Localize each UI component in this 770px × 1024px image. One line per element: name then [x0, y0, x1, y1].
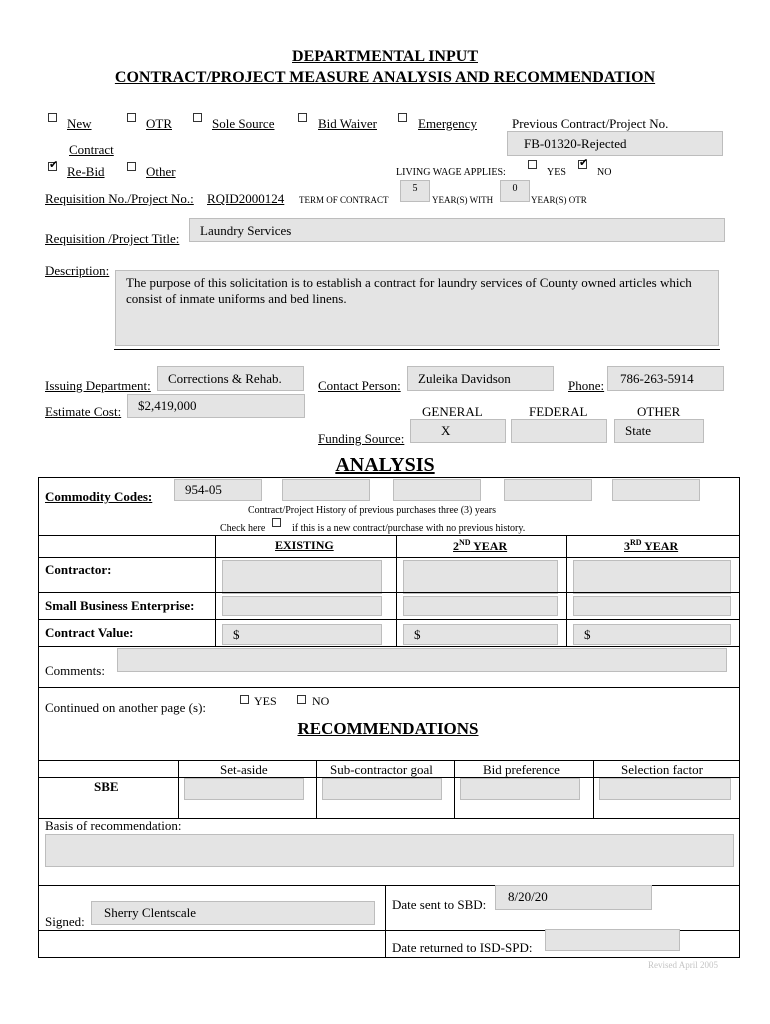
living-wage-label: LIVING WAGE APPLIES:: [396, 167, 506, 178]
col-divider: [593, 760, 594, 818]
funding-other-field[interactable]: State: [614, 419, 704, 443]
date-returned-label: Date returned to ISD-SPD:: [392, 940, 533, 955]
contract-value-existing[interactable]: $: [222, 624, 382, 645]
funding-general-field[interactable]: X: [410, 419, 506, 443]
living-wage-no-checkbox[interactable]: [578, 160, 587, 169]
col-3rd-year: 3RD YEAR: [624, 538, 679, 553]
commodity-codes-label: Commodity Codes:: [45, 489, 153, 504]
funding-federal-field[interactable]: [511, 419, 607, 443]
living-wage-yes-checkbox[interactable]: [528, 160, 537, 169]
sub-goal-field[interactable]: [322, 778, 442, 800]
basis-label: Basis of recommendation:: [45, 818, 182, 833]
col-divider: [385, 885, 386, 957]
term-field[interactable]: 5: [400, 180, 430, 202]
row-divider: [38, 557, 740, 558]
estimate-cost-label: Estimate Cost:: [45, 404, 122, 419]
col-2nd-year: 2ND YEAR: [453, 538, 508, 553]
funding-general-label: GENERAL: [422, 404, 483, 419]
signed-field[interactable]: Sherry Clentscale: [91, 901, 375, 925]
set-aside-header: Set-aside: [220, 762, 268, 777]
date-sent-label: Date sent to SBD:: [392, 897, 487, 912]
commodity-code-4[interactable]: [504, 479, 592, 501]
funding-source-label: Funding Source:: [318, 431, 405, 446]
basis-field[interactable]: [45, 834, 734, 867]
rebid-checkbox[interactable]: [48, 162, 57, 171]
col-divider: [454, 760, 455, 818]
issuing-department-label: Issuing Department:: [45, 378, 151, 393]
continued-no-checkbox[interactable]: [297, 695, 306, 704]
row-divider: [38, 535, 740, 536]
contract-label: Contract: [69, 142, 114, 157]
sbe-label: Small Business Enterprise:: [45, 598, 195, 613]
commodity-code-3[interactable]: [393, 479, 481, 501]
continued-no-label: NO: [312, 694, 330, 708]
emergency-checkbox[interactable]: [398, 113, 407, 122]
phone-field[interactable]: 786-263-5914: [607, 366, 724, 391]
row-divider: [38, 687, 740, 688]
contact-person-label: Contact Person:: [318, 378, 401, 393]
description-field[interactable]: The purpose of this solicitation is to establish a contract for laundry services of County owned articles which consist of inmate uniforms and bed linens.: [115, 270, 719, 346]
contact-person-field[interactable]: Zuleika Davidson: [407, 366, 554, 391]
years-otr-label: YEAR(S) OTR: [531, 195, 587, 205]
other-label: Other: [146, 164, 176, 179]
rebid-label: Re-Bid: [67, 164, 105, 179]
col-divider: [215, 535, 216, 646]
table-bottom-border: [38, 957, 740, 958]
col-divider: [316, 760, 317, 818]
selection-factor-header: Selection factor: [621, 762, 703, 777]
commodity-code-2[interactable]: [282, 479, 370, 501]
col-existing: EXISTING: [275, 538, 334, 552]
continued-label: Continued on another page (s):: [45, 700, 207, 715]
contractor-existing-field[interactable]: [222, 560, 382, 594]
row-divider: [38, 592, 740, 593]
requisition-value[interactable]: RQID2000124: [207, 191, 285, 206]
requisition-label: Requisition No./Project No.:: [45, 191, 194, 206]
bid-preference-field[interactable]: [460, 778, 580, 800]
estimate-cost-field[interactable]: $2,419,000: [127, 394, 305, 418]
revised-note: Revised April 2005: [648, 960, 718, 970]
comments-label: Comments:: [45, 663, 105, 678]
col-divider: [566, 535, 567, 646]
contract-value-3rd[interactable]: $: [573, 624, 731, 645]
row-divider: [38, 760, 740, 761]
issuing-department-field[interactable]: Corrections & Rehab.: [157, 366, 304, 391]
continued-yes-checkbox[interactable]: [240, 695, 249, 704]
page-subtitle: CONTRACT/PROJECT MEASURE ANALYSIS AND RECOMMENDATION: [114, 69, 656, 86]
analysis-heading: ANALYSIS: [335, 454, 435, 476]
date-returned-field[interactable]: [545, 929, 680, 951]
emergency-label: Emergency: [418, 116, 477, 131]
sbe-existing-field[interactable]: [222, 596, 382, 616]
bid-preference-header: Bid preference: [483, 762, 560, 777]
otr-label: OTR: [146, 116, 172, 131]
set-aside-field[interactable]: [184, 778, 304, 800]
row-divider: [38, 646, 740, 647]
sbe-2nd-field[interactable]: [403, 596, 558, 616]
description-label: Description:: [45, 263, 110, 278]
date-sent-field[interactable]: 8/20/20: [495, 885, 652, 910]
col-divider: [178, 760, 179, 818]
term-label: TERM OF CONTRACT: [299, 195, 389, 205]
new-label: New: [67, 116, 92, 131]
otr-checkbox[interactable]: [127, 113, 136, 122]
contract-value-2nd[interactable]: $: [403, 624, 558, 645]
selection-factor-field[interactable]: [599, 778, 731, 800]
signed-label: Signed:: [45, 914, 85, 929]
row-divider: [38, 619, 740, 620]
contractor-2nd-field[interactable]: [403, 560, 558, 594]
otr-years-field[interactable]: 0: [500, 180, 530, 202]
check-here-label: Check here: [220, 523, 266, 534]
new-history-checkbox[interactable]: [272, 518, 281, 527]
continued-yes-label: YES: [254, 694, 277, 708]
commodity-code-1[interactable]: 954-05: [174, 479, 262, 501]
sbe-row-label: SBE: [94, 779, 119, 794]
table-top-border: [38, 477, 740, 478]
funding-other-label: OTHER: [637, 404, 681, 419]
contract-value-label: Contract Value:: [45, 625, 134, 640]
recommendations-heading: RECOMMENDATIONS: [297, 719, 479, 738]
description-underline: [114, 349, 720, 350]
phone-label: Phone:: [568, 378, 605, 393]
sole-source-label: Sole Source: [212, 116, 275, 131]
living-wage-yes-label: YES: [547, 167, 566, 178]
page-title: DEPARTMENTAL INPUT: [292, 48, 478, 65]
years-with-label: YEAR(S) WITH: [432, 195, 494, 205]
funding-federal-label: FEDERAL: [529, 404, 588, 419]
other-checkbox[interactable]: [127, 162, 136, 171]
project-title-label: Requisition /Project Title:: [45, 231, 180, 246]
comments-field[interactable]: [117, 648, 727, 672]
commodity-code-5[interactable]: [612, 479, 700, 501]
sbe-3rd-field[interactable]: [573, 596, 731, 616]
bid-waiver-checkbox[interactable]: [298, 113, 307, 122]
contractor-label: Contractor:: [45, 562, 112, 577]
living-wage-no-label: NO: [597, 167, 612, 178]
contractor-3rd-field[interactable]: [573, 560, 731, 594]
check-note: if this is a new contract/purchase with no previous history.: [292, 523, 526, 534]
previous-contract-field[interactable]: FB-01320-Rejected: [507, 131, 723, 156]
sub-goal-header: Sub-contractor goal: [330, 762, 433, 777]
new-checkbox[interactable]: [48, 113, 57, 122]
bid-waiver-label: Bid Waiver: [318, 116, 378, 131]
previous-contract-label: Previous Contract/Project No.: [512, 116, 669, 131]
col-divider: [396, 535, 397, 646]
project-title-field[interactable]: Laundry Services: [189, 218, 725, 242]
history-note: Contract/Project History of previous purchases three (3) years: [248, 505, 496, 516]
sole-source-checkbox[interactable]: [193, 113, 202, 122]
